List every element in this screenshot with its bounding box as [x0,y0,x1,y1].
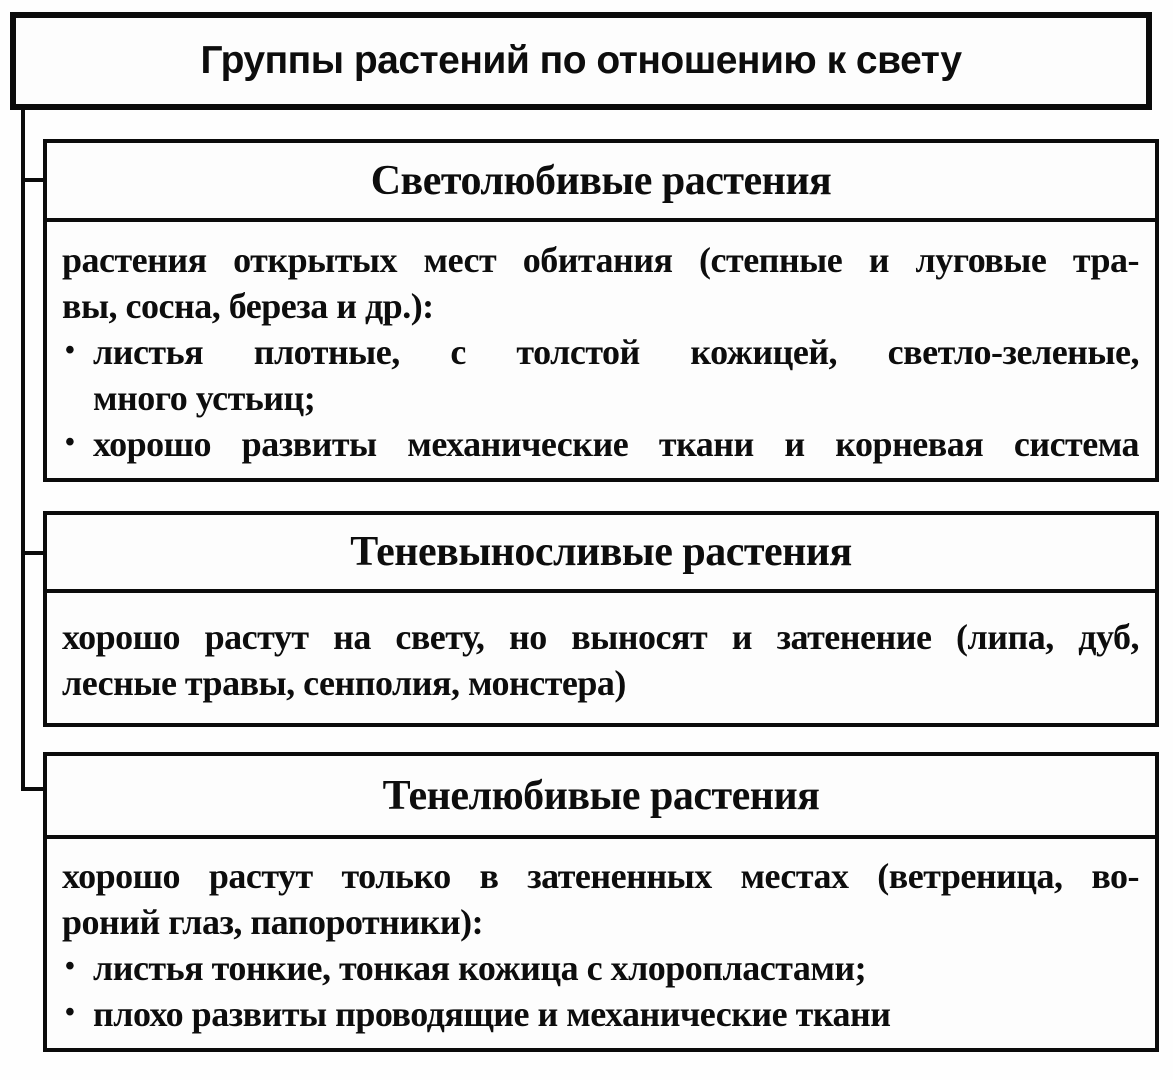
bullet-icon: • [65,997,75,1028]
section-3-body [43,835,1159,1052]
list-item [62,329,1139,421]
text-line: хорошо развиты механические ткани и корневая система [93,424,1139,464]
text-line: вы, сосна, береза и др.): [62,286,434,326]
bullet-icon: • [65,951,75,982]
section-1-header-box [43,139,1159,222]
section-2-header: Теневыносливые растения [350,529,852,575]
text-line: листья тонкие, тонкая кожица с хлоропластами; [93,948,867,988]
section-2-body [43,589,1159,727]
connector-stub-3 [23,787,44,791]
connector-vertical-line [21,110,25,791]
text-line: хорошо растут только в затененных местах (ветреница, во- [62,856,1139,896]
list-item [62,421,1139,467]
text-line: листья плотные, с толстой кожицей, светло-зеленые, [93,332,1139,372]
text-line: растения открытых мест обитания (степные и луговые тра- [62,240,1139,280]
text-line: лесные травы, сенполия, монстера) [62,663,626,703]
text-line: роний глаз, папоротники): [62,902,484,942]
text-line: плохо развиты проводящие и механические ткани [93,994,891,1034]
connector-stub-1 [23,178,44,182]
text-line: много устьиц; [93,378,316,418]
list-item [62,945,1139,991]
text-line: хорошо растут на свету, но выносят и затенение (липа, дуб, [62,617,1139,657]
connector-stub-2 [23,551,44,555]
title-box [10,12,1152,110]
section-1-body [43,218,1159,482]
section-3-header: Тенелюбивые растения [382,772,820,819]
section-1-header: Светолюбивые растения [370,157,832,204]
bullet-icon: • [65,427,75,458]
bullet-icon: • [65,335,75,366]
list-item [62,991,1139,1037]
diagram-title: Группы растений по отношению к свету [200,39,962,82]
section-3-header-box [43,752,1159,839]
section-2-header-box [43,511,1159,593]
